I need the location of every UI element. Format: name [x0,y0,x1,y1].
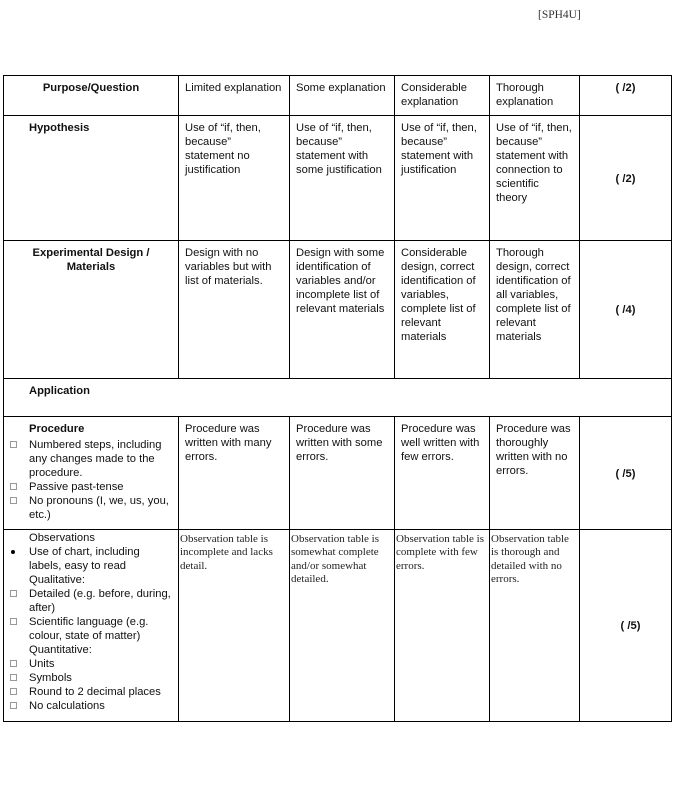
level-2-cell: Observation table is somewhat complete and/or somewhat detailed. [290,530,395,722]
checklist-item: Numbered steps, including any changes made to the procedure. [8,438,172,480]
score-cell: ( /4) [580,241,672,379]
checkbox-icon [10,441,17,448]
rubric-row-procedure [4,417,672,530]
level-4-cell: Procedure was thoroughly written with no errors. [490,417,580,530]
checkbox-icon [10,688,17,695]
level-2-cell: Some explanation [290,76,395,116]
checkbox-icon [10,660,17,667]
level-3-cell: Use of “if, then, because” statement with justification [395,116,490,241]
rubric-row-experimental-design [4,241,672,379]
bullet-item: Use of chart, including labels, easy to read [8,545,172,573]
criterion-label: Purpose/Question [4,76,179,116]
checklist-item: Round to 2 decimal places [8,685,172,699]
rubric-table [3,75,672,722]
level-2-cell: Use of “if, then, because” statement with some justification [290,116,395,241]
level-1-cell: Use of “if, then, because” statement no justification [179,116,290,241]
level-1-cell: Observation table is incomplete and lacks detail. [179,530,290,722]
bullet-icon [11,550,15,554]
level-2-cell: Procedure was written with some errors. [290,417,395,530]
level-4-cell: Thorough explanation [490,76,580,116]
score-cell: ( /5) [580,530,672,722]
observations-checklist [29,545,172,713]
rubric-row-observations [4,530,672,722]
level-1-cell: Procedure was written with many errors. [179,417,290,530]
level-3-cell: Considerable design, correct identification of variables, complete list of relevant materials [395,241,490,379]
criterion-label: Experimental Design / Materials [4,241,179,379]
level-2-cell: Design with some identification of variables and/or incomplete list of relevant materials [290,241,395,379]
criterion-cell-procedure [4,417,179,530]
procedure-checklist [29,438,172,522]
score-cell: ( /5) [580,417,672,530]
checklist-item: Scientific language (e.g. colour, state of matter) [8,615,172,643]
level-4-cell: Thorough design, correct identification of all variables, complete list of relevant materials [490,241,580,379]
level-4-cell: Use of “if, then, because” statement with connection to scientific theory [490,116,580,241]
checkbox-icon [10,674,17,681]
checkbox-icon [10,702,17,709]
checklist-item: Passive past-tense [8,480,172,494]
rubric-row-application [4,379,672,417]
rubric-row-hypothesis [4,116,672,241]
score-cell: ( /2) [580,76,672,116]
checklist-item: Symbols [8,671,172,685]
checklist-item: No pronouns (I, we, us, you, etc.) [8,494,172,522]
level-3-cell: Observation table is complete with few errors. [395,530,490,722]
level-4-cell: Observation table is thorough and detailed with no errors. [490,530,580,722]
subheading-quantitative: Quantitative: [29,644,92,656]
criterion-cell-observations [4,530,179,722]
level-3-cell: Considerable explanation [395,76,490,116]
level-3-cell: Procedure was well written with few errors. [395,417,490,530]
checkbox-icon [10,618,17,625]
checklist-item: No calculations [8,699,172,713]
criterion-label: Observations [29,532,95,544]
checkbox-icon [10,590,17,597]
rubric-row-purpose [4,76,672,116]
criterion-label: Hypothesis [4,116,179,241]
level-1-cell: Design with no variables but with list of materials. [179,241,290,379]
section-heading-application: Application [4,379,672,417]
subheading-qualitative: Qualitative: [29,574,85,586]
checkbox-icon [10,497,17,504]
criterion-label: Procedure [29,423,85,435]
checklist-item: Units [8,657,172,671]
checkbox-icon [10,483,17,490]
course-code: [SPH4U] [538,9,581,21]
score-cell: ( /2) [580,116,672,241]
checklist-item: Detailed (e.g. before, during, after) [8,587,172,615]
level-1-cell: Limited explanation [179,76,290,116]
